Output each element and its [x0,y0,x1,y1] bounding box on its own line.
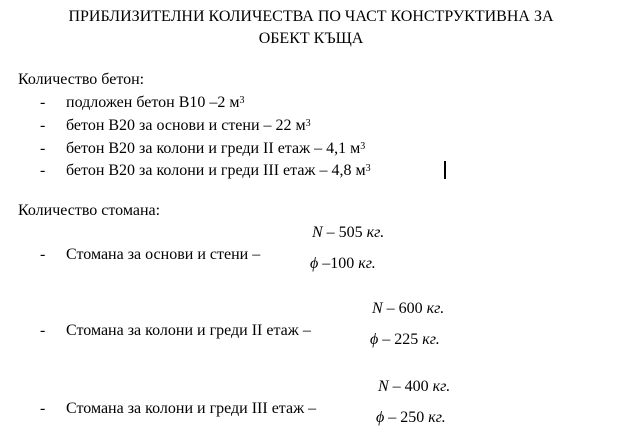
title-line-2: ОБЕКТ КЪЩА [258,30,364,47]
unit-superscript: 3 [360,141,366,152]
steel-item-label: Стомана за основи и стени – [66,246,261,263]
steel-item-label: Стомана за колони и греди III етаж – [66,400,317,417]
formula-n-line: N – 400 кг. [378,378,451,395]
steel-item-label: Стомана за колони и греди II етаж – [66,322,311,339]
concrete-item-text: бетон В20 за колони и греди III етаж – 4,8 $м^3$ [66,162,371,179]
phi-symbol: ϕ [370,331,379,348]
title-line-1: ПРИБЛИЗИТЕЛНИ КОЛИЧЕСТВА ПО ЧАСТ КОНСТРУКТИВНА ЗА [68,8,554,25]
unit-superscript: 3 [239,95,245,106]
n-symbol: N [312,224,323,241]
n-symbol: N [372,300,383,317]
phi-symbol: ϕ [376,409,385,426]
steel-heading: Количество стомана: [18,202,161,219]
concrete-item-text: бетон В20 за основи и стени – 22 $м^3$ [66,117,311,134]
list-dash: - [40,94,46,111]
document-title [0,6,622,50]
formula-phi-line: ϕ – 225 кг. [370,331,440,348]
formula-phi-line: ϕ – 250 кг. [376,409,446,426]
phi-symbol: ϕ [310,255,319,272]
formula-n-line: N – 600 кг. [372,300,445,317]
list-dash: - [40,117,46,134]
list-dash: - [40,246,46,263]
unit-superscript: 3 [365,163,371,174]
formula-n-line: N – 505 кг. [312,224,385,241]
list-dash: - [40,322,46,339]
text-cursor[interactable] [444,161,446,179]
list-dash: - [40,162,46,179]
formula-phi-line: ϕ –100 кг. [310,255,376,272]
n-symbol: N [378,378,389,395]
list-dash: - [40,400,46,417]
list-dash: - [40,140,46,157]
concrete-item-text: бетон В20 за колони и греди II етаж – 4,1 $м^3$ [66,140,366,157]
concrete-heading: Количество бетон: [18,71,145,88]
unit-superscript: 3 [305,118,311,129]
concrete-item-text: подложен бетон В10 –2 $м^3$ [66,94,245,111]
